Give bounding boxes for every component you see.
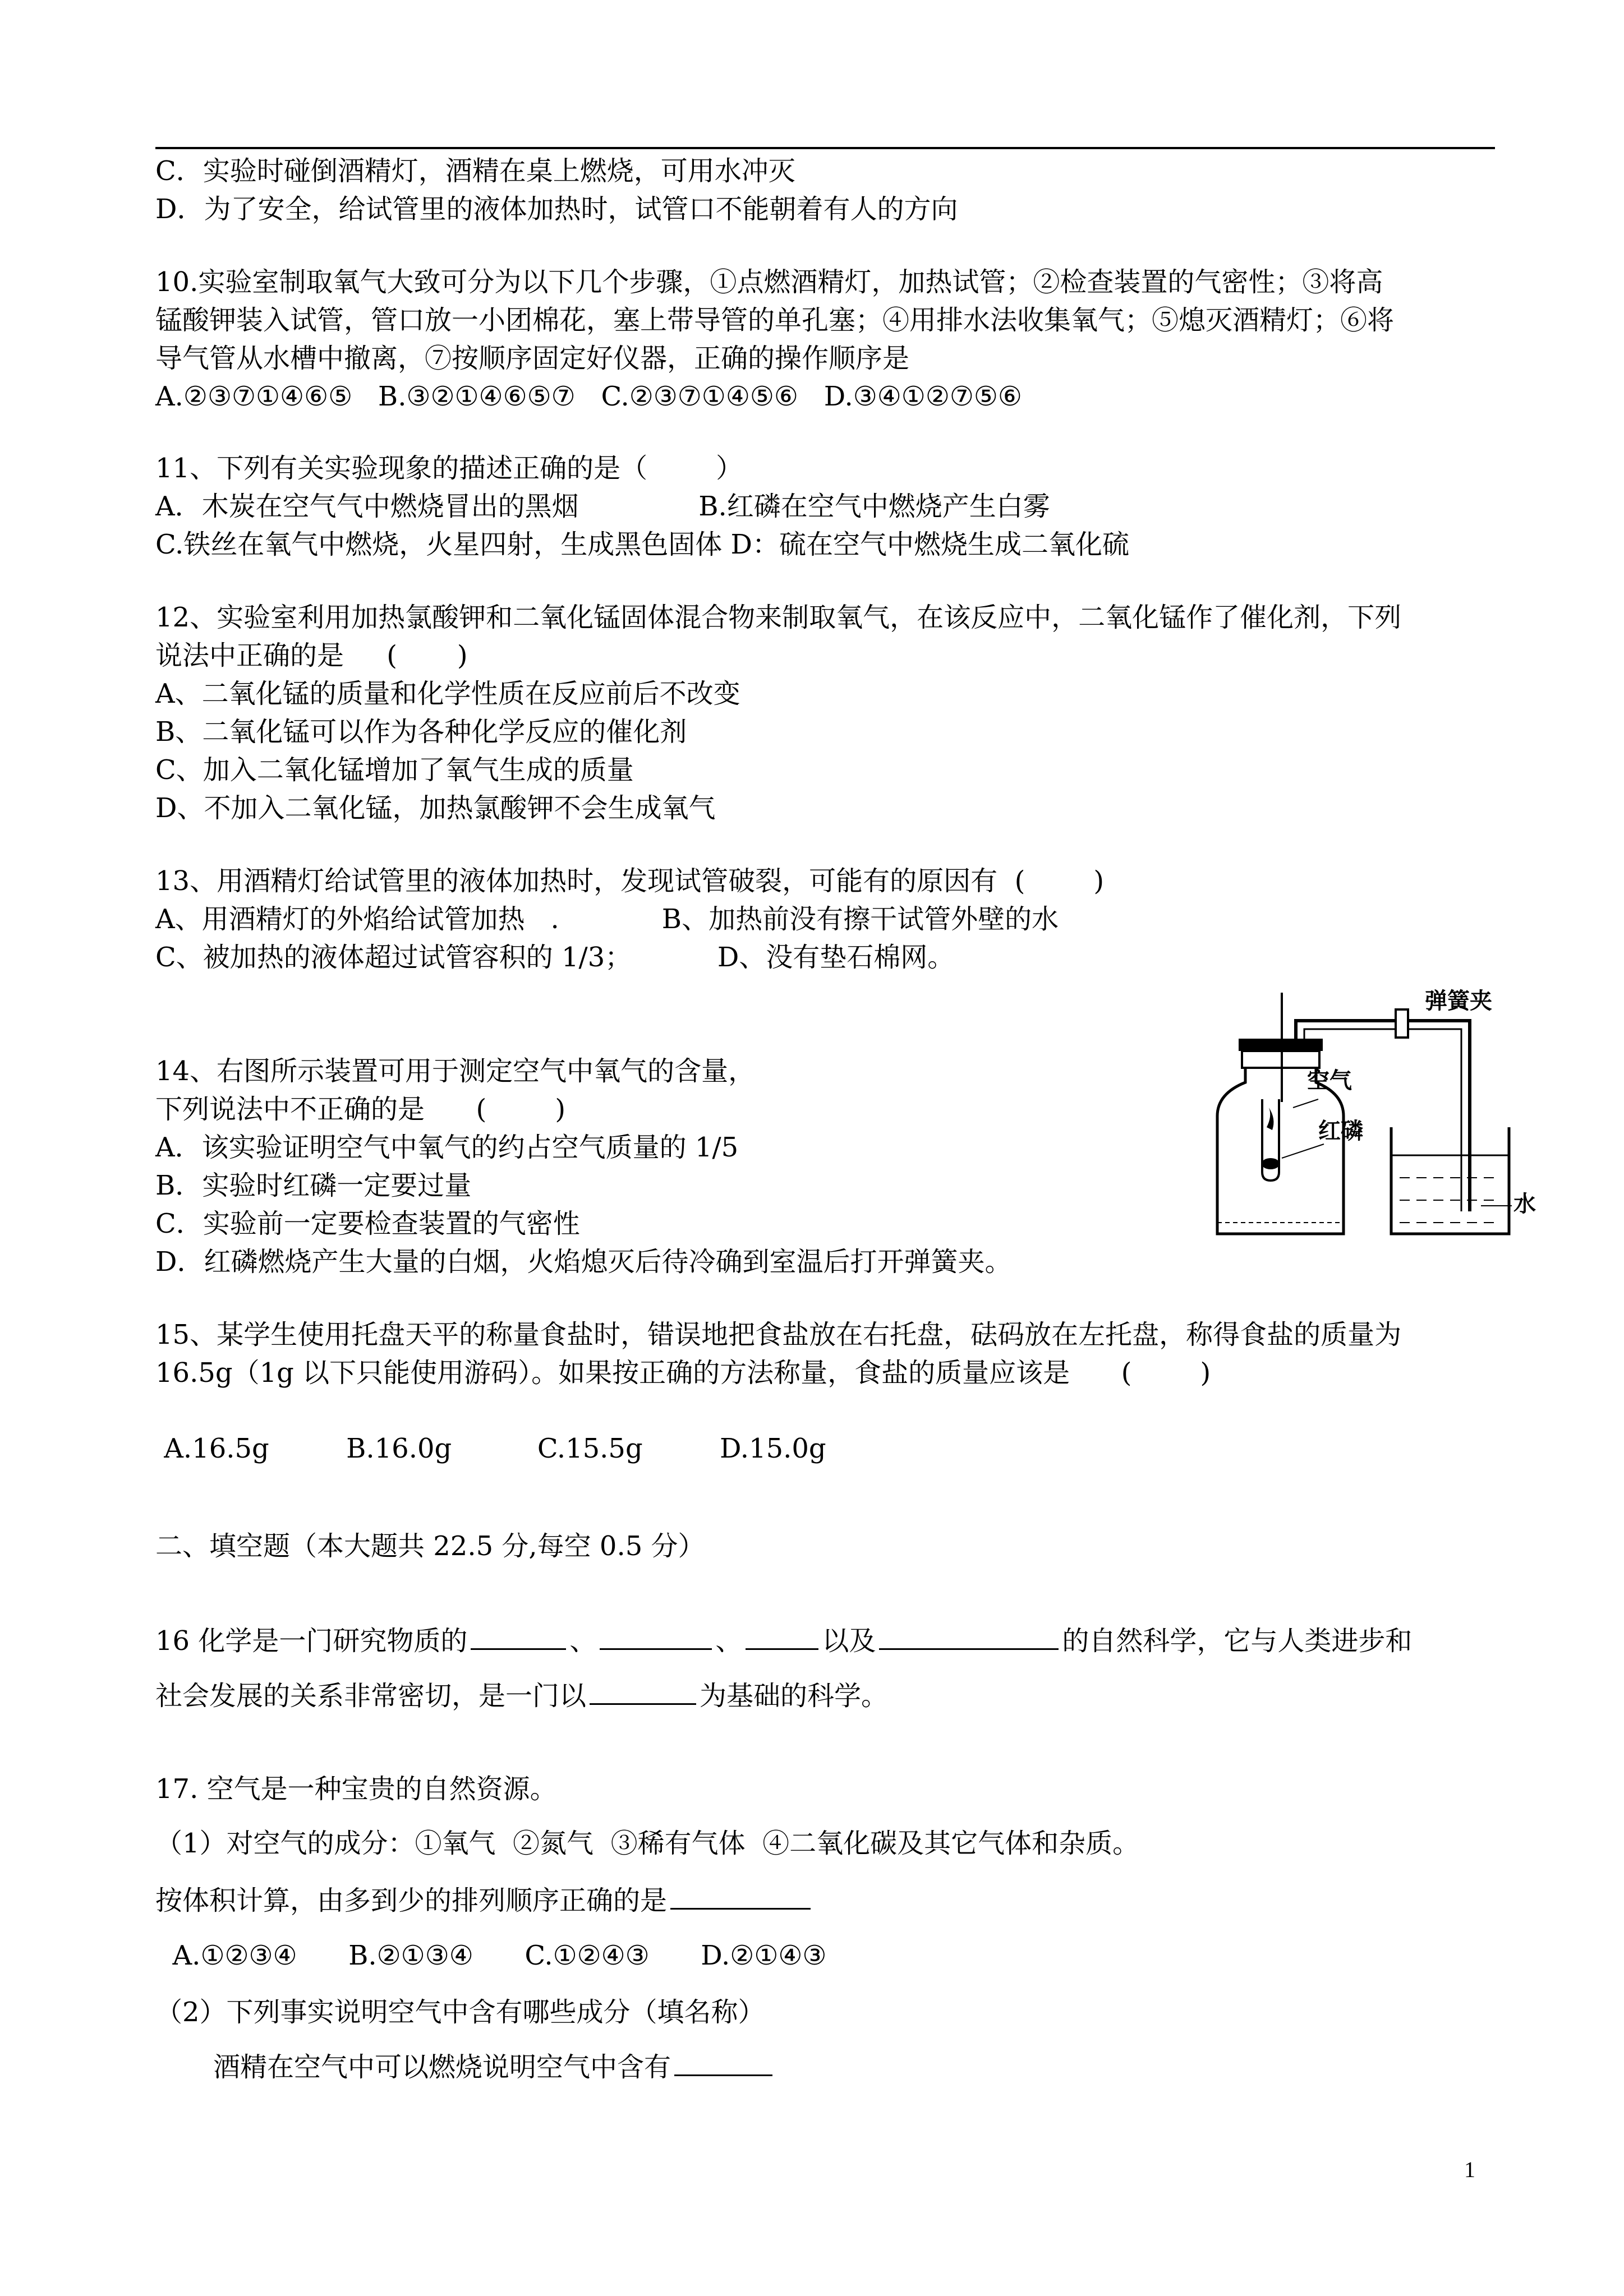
q13-options-cd: C、被加热的液体超过试管容积的 1/3； D、没有垫石棉网。: [155, 942, 955, 973]
q16-text-line2a: 社会发展的关系非常密切，是一门以: [155, 1680, 587, 1712]
q16-line-2: [155, 1679, 888, 1713]
q17-part-1: （1）对空气的成分：①氧气 ②氮气 ③稀有气体 ④二氧化碳及其它气体和杂质。: [155, 1828, 1140, 1859]
q16-sep-2: 、: [715, 1625, 743, 1657]
q10-line-1: 10.实验室制取氧气大致可分为以下几个步骤，①点燃酒精灯，加热试管；②检查装置的气密性；③将高: [155, 266, 1383, 298]
q16-blank-2[interactable]: [600, 1624, 712, 1650]
q17-options: A.①②③④ B.②①③④ C.①②④③ D.②①④③: [155, 1940, 827, 1971]
q17-title: 17. 空气是一种宝贵的自然资源。: [155, 1773, 557, 1805]
q16-blank-1[interactable]: [471, 1624, 566, 1650]
q9-option-d: D．为了安全，给试管里的液体加热时，试管口不能朝着有人的方向: [155, 193, 958, 225]
q12-option-c: C、加入二氧化锰增加了氧气生成的质量: [155, 754, 634, 786]
q14-line-2: 下列说法中不正确的是 ( ): [155, 1094, 566, 1125]
q17-part-1-question: [155, 1883, 814, 1917]
phosphorus-leader-line: [1282, 1144, 1324, 1158]
red-phosphorus-shape: [1262, 1158, 1280, 1169]
label-air: 空气: [1307, 1068, 1352, 1094]
q16-text-a: 16 化学是一门研究物质的: [155, 1625, 468, 1657]
q12-option-a: A、二氧化锰的质量和化学性质在反应前后不改变: [155, 678, 740, 709]
q16-blank-5[interactable]: [590, 1679, 696, 1705]
q16-text-c: 的自然科学，它与人类进步和: [1062, 1625, 1413, 1657]
water-trough-outline: [1391, 1127, 1509, 1234]
q10-line-3: 导气管从水槽中撤离，⑦按顺序固定好仪器，正确的操作顺序是: [155, 343, 910, 374]
q10-options: A.②③⑦①④⑥⑤ B.③②①④⑥⑤⑦ C.②③⑦①④⑤⑥ D.③④①②⑦⑤⑥: [155, 381, 1022, 412]
q10-line-2: 锰酸钾装入试管，管口放一小团棉花，塞上带导管的单孔塞；④用排水法收集氧气；⑤熄灭酒精灯；⑥将: [155, 305, 1395, 336]
q16-line-1: [155, 1624, 1412, 1658]
spring-clamp-shape: [1396, 1009, 1408, 1038]
q14-option-d: D．红磷燃烧产生大量的白烟，火焰熄灭后待冷确到室温后打开弹簧夹。: [155, 1246, 1012, 1278]
q17-blank-2[interactable]: [674, 2050, 772, 2076]
q17-part-1-question-text: 按体积计算，由多到少的排列顺序正确的是: [155, 1885, 668, 1916]
q15-line-2: 16.5g（1g 以下只能使用游码）。如果按正确的方法称量，食盐的质量应该是 ( ): [155, 1357, 1211, 1389]
q15-line-1: 15、某学生使用托盘天平的称量食盐时，错误地把食盐放在右托盘，砝码放在左托盘，称得食盐的质量为: [155, 1319, 1402, 1350]
q17-part-2-item-1-text: 酒精在空气中可以燃烧说明空气中含有: [213, 2051, 671, 2083]
q13-stem: 13、用酒精灯给试管里的液体加热时，发现试管破裂，可能有的原因有 ( ): [155, 865, 1105, 897]
q14-line-1: 14、右图所示装置可用于测定空气中氧气的含量，: [155, 1055, 756, 1087]
flame-shape: [1267, 1108, 1273, 1130]
q12-option-b: B、二氧化锰可以作为各种化学反应的催化剂: [155, 716, 687, 748]
page-number: 1: [1464, 2157, 1475, 2182]
q14-option-a: A．该实验证明空气中氧气的约占空气质量的 1/5: [155, 1132, 739, 1163]
oxygen-measurement-apparatus-figure: [1206, 987, 1536, 1290]
q14-option-b: B．实验时红磷一定要过量: [155, 1170, 472, 1201]
label-spring-clamp: 弹簧夹: [1425, 988, 1492, 1014]
q16-text-line2b: 为基础的科学。: [700, 1680, 889, 1712]
q11-options-ab: A．木炭在空气气中燃烧冒出的黑烟 B.红磷在空气中燃烧产生白雾: [155, 491, 1050, 522]
q15-options: A.16.5g B.16.0g C.15.5g D.15.0g: [155, 1433, 826, 1464]
q11-stem: 11、下列有关实验现象的描述正确的是（ ）: [155, 453, 743, 484]
q13-options-ab: A、用酒精灯的外焰给试管加热 . B、加热前没有擦干试管外壁的水: [155, 903, 1059, 935]
stopper-top: [1239, 1039, 1323, 1051]
section-2-heading: 二、填空题（本大题共 22.5 分,每空 0.5 分）: [155, 1530, 705, 1562]
q11-options-cd: C.铁丝在氧气中燃烧，火星四射，生成黑色固体 D：硫在空气中燃烧生成二氧化硫: [155, 529, 1130, 560]
label-red-phosphorus: 红磷: [1318, 1118, 1363, 1144]
header-rule: [155, 147, 1495, 149]
q17-part-2: （2）下列事实说明空气中含有哪些成分（填名称）: [155, 1997, 765, 2028]
q17-blank-1[interactable]: [670, 1883, 811, 1910]
q16-sep-1: 、: [569, 1625, 597, 1657]
label-water: 水: [1513, 1191, 1536, 1217]
air-leader-line: [1293, 1099, 1318, 1108]
q16-text-b: 以及: [822, 1625, 876, 1657]
q12-option-d: D、不加入二氧化锰，加热氯酸钾不会生成氧气: [155, 792, 716, 824]
q12-line-2: 说法中正确的是 ( ): [155, 640, 468, 671]
q17-part-2-item-1: [213, 2050, 776, 2084]
q16-blank-4[interactable]: [879, 1624, 1059, 1650]
q9-option-c: C．实验时碰倒酒精灯，酒精在桌上燃烧，可用水冲灭: [155, 155, 795, 187]
q14-option-c: C．实验前一定要检查装置的气密性: [155, 1208, 580, 1239]
q12-line-1: 12、实验室利用加热氯酸钾和二氧化锰固体混合物来制取氧气，在该反应中，二氧化锰作了催化剂，下列: [155, 602, 1402, 633]
q16-blank-3[interactable]: [746, 1624, 818, 1650]
